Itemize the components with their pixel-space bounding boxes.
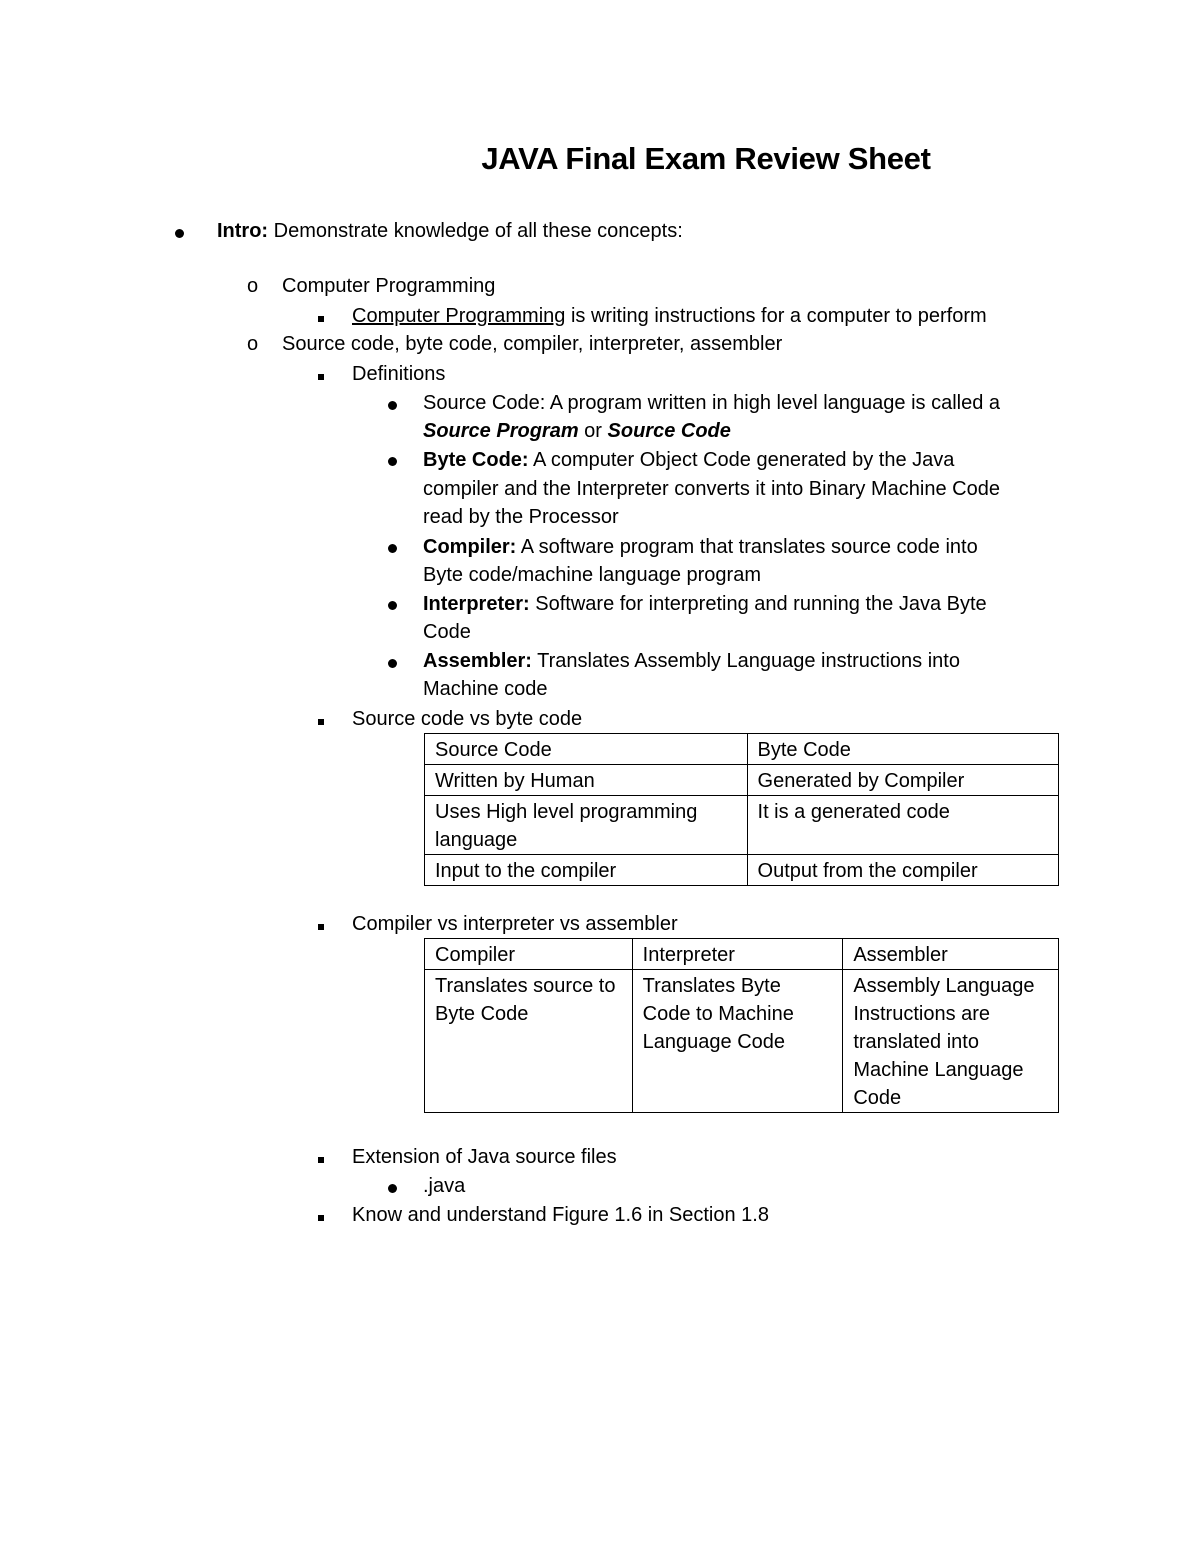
bullet-square-icon [318, 1201, 324, 1229]
bullet-dot-icon [388, 648, 397, 676]
interpreter-def-label: Interpreter: [423, 593, 530, 615]
bullet-dot-icon [388, 590, 397, 618]
table-row [425, 765, 1059, 796]
bullet-square-icon [318, 705, 324, 733]
byte-def-text: A computer Object Code generated by the Java [528, 449, 955, 471]
bullet-square-icon [318, 910, 324, 938]
table-cell: Compiler [425, 939, 633, 970]
table-cell: Input to the compiler [425, 855, 748, 886]
interpreter-def-text: Software for interpreting and running the Java Byte [529, 593, 987, 615]
cia-label: Compiler vs interpreter vs assembler [352, 913, 678, 935]
source-vs-byte-label: Source code vs byte code [352, 708, 583, 730]
topic1-term: Computer Programming [352, 305, 566, 327]
extension-value: .java [423, 1175, 466, 1197]
table-cell: Generated by Compiler [747, 765, 1058, 796]
table-cell: Output from the compiler [747, 855, 1058, 886]
compiler-def-text: A software program that translates source code into [516, 536, 978, 558]
bullet-dot-icon [175, 218, 184, 246]
byte-def-line2: compiler and the Interpreter converts it into Binary Machine Code [423, 478, 1000, 500]
bullet-square-icon [318, 302, 324, 330]
table-cell: Written by Human [425, 765, 748, 796]
bullet-dot-icon [388, 446, 397, 474]
table-cell: Translates source to Byte Code [425, 970, 633, 1113]
bullet-square-icon [318, 360, 324, 388]
interpreter-def-line2: Code [423, 621, 471, 643]
table-cell: Assembly Language Instructions are translated into Machine Language Code [843, 970, 1059, 1113]
byte-def-label: Byte Code: [423, 449, 529, 471]
table-row [425, 970, 1059, 1113]
table-cell: Translates Byte Code to Machine Language Code [632, 970, 843, 1113]
table-cell: It is a generated code [747, 796, 1058, 855]
table-cell: Assembler [843, 939, 1059, 970]
figure-note: Know and understand Figure 1.6 in Section 1.8 [352, 1204, 769, 1226]
topic1-heading: Computer Programming [282, 275, 496, 297]
compiler-def-line1 [423, 533, 978, 561]
table-cell: Source Code [425, 734, 748, 765]
extension-label: Extension of Java source files [352, 1146, 617, 1168]
source-program-term: Source Program [423, 420, 579, 442]
byte-def-line3: read by the Processor [423, 506, 619, 528]
table-row [425, 796, 1059, 855]
bullet-circle-icon: o [247, 333, 259, 355]
bullet-dot-icon [388, 1173, 397, 1201]
source-def-line1: Source Code: A program written in high level language is called a [423, 392, 1001, 414]
page-title: JAVA Final Exam Review Sheet [481, 141, 931, 176]
assembler-def-line1 [423, 647, 960, 675]
bullet-dot-icon [388, 533, 397, 561]
intro-text: Demonstrate knowledge of all these concepts: [268, 220, 683, 242]
source-def-or: or [578, 420, 608, 442]
table-row [425, 939, 1059, 970]
assembler-def-text: Translates Assembly Language instructions into [531, 650, 960, 672]
table-cell: Uses High level programming language [425, 796, 748, 855]
source-vs-byte-table [424, 733, 1059, 886]
topic1-def-text: is writing instructions for a computer to perform [565, 305, 987, 327]
interpreter-def-line1 [423, 590, 987, 618]
table-cell: Byte Code [747, 734, 1058, 765]
bullet-square-icon [318, 1143, 324, 1171]
bullet-dot-icon [388, 390, 397, 418]
cia-table [424, 938, 1059, 1113]
topic2-heading: Source code, byte code, compiler, interpreter, assembler [282, 333, 783, 355]
byte-def-line1 [423, 446, 954, 474]
assembler-def-line2: Machine code [423, 678, 548, 700]
intro-line [217, 217, 683, 245]
intro-label: Intro: [217, 220, 269, 242]
assembler-def-label: Assembler: [423, 650, 532, 672]
topic1-definition [352, 302, 987, 330]
source-code-term: Source Code [607, 420, 731, 442]
table-row [425, 734, 1059, 765]
compiler-def-line2: Byte code/machine language program [423, 564, 761, 586]
table-cell: Interpreter [632, 939, 843, 970]
definitions-label: Definitions [352, 363, 446, 385]
bullet-circle-icon: o [247, 275, 259, 297]
source-def-line2 [423, 417, 731, 445]
table-row [425, 855, 1059, 886]
compiler-def-label: Compiler: [423, 536, 517, 558]
